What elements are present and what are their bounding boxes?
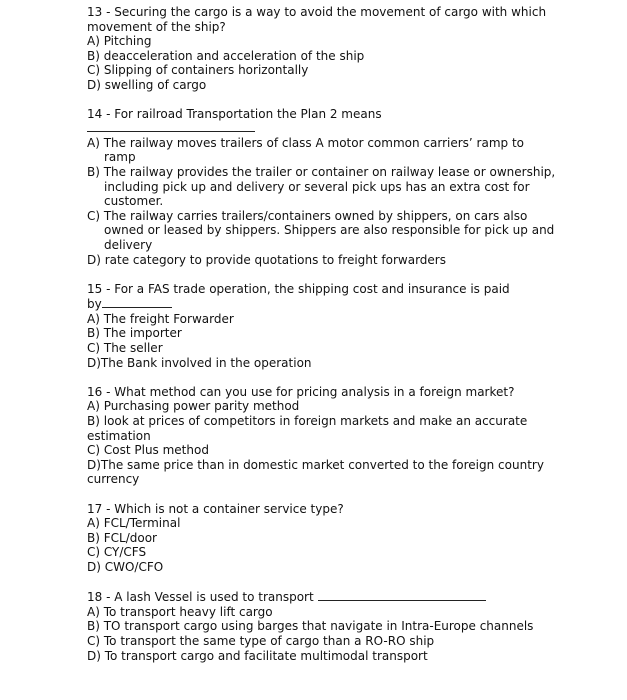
answer-blank [102,296,172,308]
option-b: B) TO transport cargo using barges that navigate in Intra-Europe channels [87,619,534,634]
option-d-continued: currency [87,472,140,487]
option-a: A) Purchasing power parity method [87,399,300,414]
question-16 [87,385,557,487]
question-18 [87,589,557,663]
option-b: B) The railway provides the trailer or container on railway lease or ownership, including pick up and delivery or several pick ups has an extra cost for customer. [87,164,556,209]
option-a: A) The railway moves trailers of class A motor common carriers’ ramp to ramp [87,135,525,165]
option-d: D) rate category to provide quotations to freight forwarders [87,252,446,267]
option-a: A) Pitching [87,34,152,49]
option-a: A) FCL/Terminal [87,516,181,531]
option-a: A) To transport heavy lift cargo [87,604,273,619]
question-15 [87,282,557,371]
option-d: D)The same price than in domestic market converted to the foreign country [87,457,544,472]
option-d: D) swelling of cargo [87,77,207,92]
option-c: C) Slipping of containers horizontally [87,63,309,78]
option-c: C) Cost Plus method [87,443,209,458]
question-stem: 15 - For a FAS trade operation, the shipping cost and insurance is paid [87,281,510,296]
answer-blank [318,589,486,601]
option-c: C) The railway carries trailers/containers owned by shippers, on cars also owned or leased by shippers. Shippers are also responsible for pick up and delivery [87,208,555,252]
option-b-continued: estimation [87,428,151,443]
option-d: D) To transport cargo and facilitate multimodal transport [87,648,428,663]
option-d: D)The Bank involved in the operation [87,355,312,370]
question-14 [87,107,557,267]
question-stem: 13 - Securing the cargo is a way to avoid the movement of cargo with which [87,5,547,19]
question-stem-word: by [87,297,102,312]
question-13 [87,5,557,93]
option-c: C) To transport the same type of cargo than a RO-RO ship [87,633,435,648]
question-stem-line [87,589,557,605]
question-17 [87,502,557,575]
option-d: D) CWO/CFO [87,559,164,574]
option-b: B) deacceleration and acceleration of the ship [87,48,365,63]
question-stem-continued [87,296,557,312]
question-stem: 18 - A lash Vessel is used to transport [87,590,314,605]
option-c: C) CY/CFS [87,545,147,560]
question-stem: 16 - What method can you use for pricing analysis in a foreign market? [87,384,515,399]
question-stem: 17 - Which is not a container service type? [87,501,344,516]
option-a: A) The freight Forwarder [87,311,234,326]
question-stem-continued: movement of the ship? [87,19,226,34]
option-c: C) The seller [87,341,163,356]
option-b: B) FCL/door [87,530,157,545]
answer-blank [87,122,255,132]
option-b: B) The importer [87,326,182,341]
question-stem: 14 - For railroad Transportation the Plan 2 means [87,107,382,122]
option-b: B) look at prices of competitors in foreign markets and make an accurate [87,414,528,429]
